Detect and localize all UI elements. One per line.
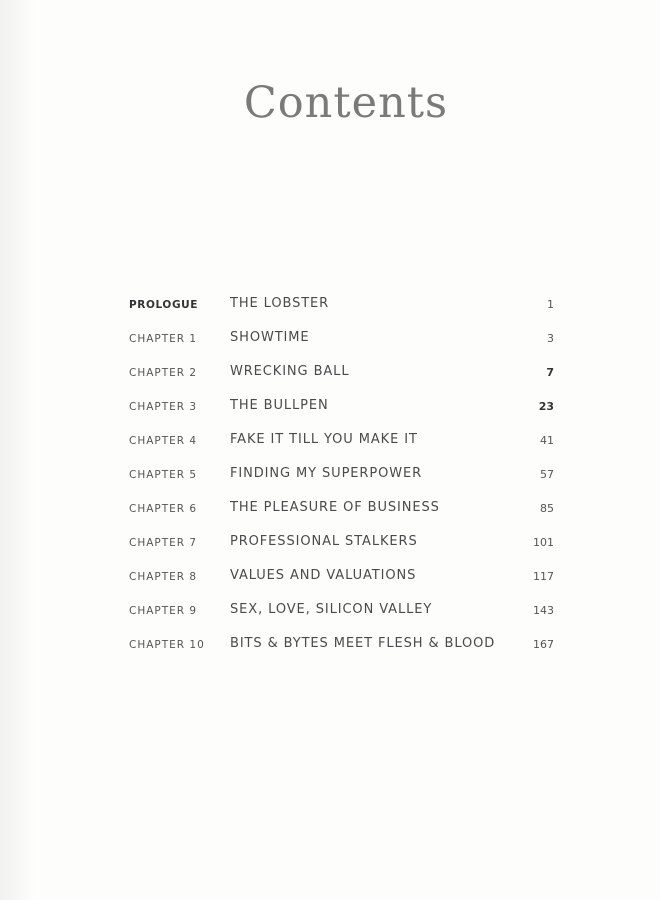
toc-entry-chapter-2 bbox=[129, 359, 554, 393]
toc-entry-label: CHAPTER 5 bbox=[129, 469, 198, 481]
toc-entry-title: SEX, LOVE, SILICON VALLEY bbox=[230, 602, 433, 617]
toc-entry-title: FINDING MY SUPERPOWER bbox=[230, 466, 423, 481]
toc-entry-chapter-8 bbox=[129, 563, 554, 597]
toc-entry-page: 3 bbox=[547, 332, 554, 345]
toc-entry-label: CHAPTER 10 bbox=[129, 639, 205, 651]
toc-entry-title: BITS & BYTES MEET FLESH & BLOOD bbox=[230, 636, 496, 651]
toc-entry-title: THE BULLPEN bbox=[230, 398, 329, 413]
toc-entry-page: 85 bbox=[540, 502, 554, 515]
toc-entry-page: 7 bbox=[546, 366, 554, 379]
toc-entry-page: 101 bbox=[533, 536, 554, 549]
toc-entry-prologue bbox=[129, 291, 554, 325]
toc-entry-title: THE PLEASURE OF BUSINESS bbox=[230, 500, 440, 515]
toc-entry-label: CHAPTER 3 bbox=[129, 401, 198, 413]
toc-entry-title: WRECKING BALL bbox=[230, 364, 350, 379]
toc-entry-label: CHAPTER 4 bbox=[129, 435, 198, 447]
toc-entry-label: CHAPTER 6 bbox=[129, 503, 198, 515]
toc-entry-chapter-1 bbox=[129, 325, 554, 359]
toc-entry-chapter-5 bbox=[129, 461, 554, 495]
toc-entry-chapter-7 bbox=[129, 529, 554, 563]
toc-entry-page: 117 bbox=[533, 570, 554, 583]
toc-entry-label: CHAPTER 2 bbox=[129, 367, 198, 379]
toc-entry-chapter-6 bbox=[129, 495, 554, 529]
toc-entry-chapter-9 bbox=[129, 597, 554, 631]
toc-entry-label: CHAPTER 7 bbox=[129, 537, 198, 549]
toc-entry-label: CHAPTER 8 bbox=[129, 571, 198, 583]
toc-entry-title: THE LOBSTER bbox=[230, 296, 330, 311]
toc-entry-chapter-4 bbox=[129, 427, 554, 461]
toc-entry-chapter-10 bbox=[129, 631, 554, 665]
toc-entry-page: 167 bbox=[533, 638, 554, 651]
toc-entry-title: SHOWTIME bbox=[230, 330, 310, 345]
table-of-contents bbox=[129, 291, 554, 665]
toc-entry-page: 57 bbox=[540, 468, 554, 481]
toc-entry-page: 41 bbox=[540, 434, 554, 447]
toc-entry-title: VALUES AND VALUATIONS bbox=[230, 568, 417, 583]
toc-entry-chapter-3 bbox=[129, 393, 554, 427]
page-gutter-shadow bbox=[0, 0, 34, 900]
toc-entry-page: 143 bbox=[533, 604, 554, 617]
toc-entry-label: CHAPTER 9 bbox=[129, 605, 198, 617]
toc-entry-page: 1 bbox=[547, 298, 554, 311]
toc-entry-label: PROLOGUE bbox=[129, 299, 199, 311]
toc-entry-label: CHAPTER 1 bbox=[129, 333, 198, 345]
toc-entry-title: PROFESSIONAL STALKERS bbox=[230, 534, 418, 549]
page-title: Contents bbox=[243, 78, 449, 128]
toc-entry-title: FAKE IT TILL YOU MAKE IT bbox=[230, 432, 418, 447]
toc-entry-page: 23 bbox=[538, 400, 554, 413]
